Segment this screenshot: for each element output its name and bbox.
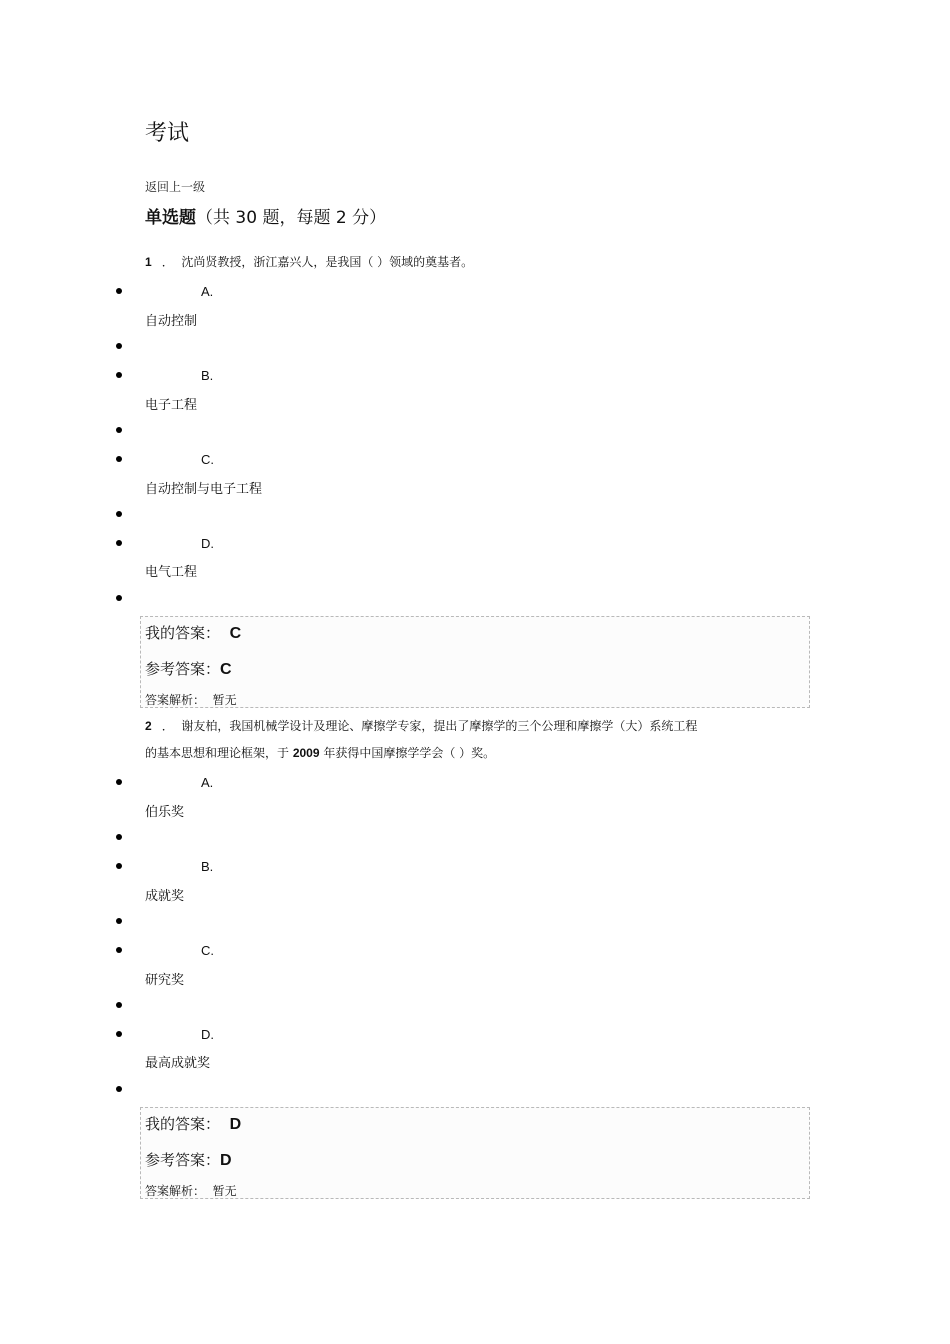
- option-bullet: [116, 540, 122, 546]
- option-d-letter[interactable]: D.: [201, 536, 214, 551]
- explanation-text: 暂无: [212, 1184, 237, 1198]
- reference-answer: [145, 658, 232, 679]
- explanation-text: 暂无: [212, 693, 237, 707]
- page-title: 考试: [145, 121, 190, 146]
- option-a-letter[interactable]: A.: [201, 284, 214, 299]
- option-a-text[interactable]: 伯乐奖: [145, 805, 185, 820]
- answer-explanation: [145, 691, 237, 708]
- option-a-letter[interactable]: A.: [201, 775, 214, 790]
- my-answer-label: 我的答案：: [145, 624, 221, 642]
- question-2-text-cont: [145, 740, 495, 767]
- option-d-letter[interactable]: D.: [201, 1027, 214, 1042]
- option-bullet: [116, 1031, 122, 1037]
- option-bullet: [116, 779, 122, 785]
- option-bullet: [116, 372, 122, 378]
- option-bullet: [116, 834, 122, 840]
- explanation-label: 答案解析：: [145, 693, 206, 707]
- question-stem: 沈尚贤教授，浙江嘉兴人，是我国（ ）领域的奠基者。: [181, 255, 474, 269]
- question-separator: ．: [161, 719, 174, 733]
- option-b-text[interactable]: 电子工程: [145, 398, 198, 413]
- answer-box: [140, 616, 810, 708]
- question-number: 1: [145, 255, 152, 269]
- option-bullet: [116, 427, 122, 433]
- reference-answer: [145, 1149, 232, 1170]
- option-c-text[interactable]: 研究奖: [145, 973, 185, 988]
- section-type: 单选题: [145, 208, 196, 228]
- my-answer-value: D: [229, 1116, 242, 1133]
- question-1-text: [145, 249, 473, 276]
- question-stem-line2a: 的基本思想和理论框架，于: [145, 746, 293, 760]
- section-heading: [145, 203, 386, 228]
- reference-answer-value: C: [220, 661, 232, 678]
- reference-answer-label: 参考答案：: [145, 660, 221, 678]
- option-bullet: [116, 1086, 122, 1092]
- option-d-text[interactable]: 电气工程: [145, 565, 198, 580]
- option-bullet: [116, 918, 122, 924]
- answer-box: [140, 1107, 810, 1199]
- reference-answer-value: D: [220, 1152, 232, 1169]
- answer-explanation: [145, 1182, 237, 1199]
- my-answer: [145, 622, 241, 643]
- option-bullet: [116, 595, 122, 601]
- option-bullet: [116, 947, 122, 953]
- question-number: 2: [145, 719, 152, 733]
- reference-answer-label: 参考答案：: [145, 1151, 221, 1169]
- option-b-letter[interactable]: B.: [201, 368, 214, 383]
- option-b-text[interactable]: 成就奖: [145, 889, 185, 904]
- explanation-label: 答案解析：: [145, 1184, 206, 1198]
- question-year: 2009: [292, 746, 320, 760]
- my-answer-value: C: [229, 625, 242, 642]
- option-bullet: [116, 511, 122, 517]
- option-c-text[interactable]: 自动控制与电子工程: [145, 482, 263, 497]
- option-a-text[interactable]: 自动控制: [145, 314, 198, 329]
- question-2-text: [145, 713, 697, 740]
- my-answer: [145, 1113, 241, 1134]
- option-bullet: [116, 863, 122, 869]
- option-bullet: [116, 456, 122, 462]
- option-d-text[interactable]: 最高成就奖: [145, 1056, 211, 1071]
- question-separator: ．: [161, 255, 174, 269]
- section-info: （共 30 题，每题 2 分）: [196, 208, 387, 228]
- option-bullet: [116, 1002, 122, 1008]
- option-bullet: [116, 343, 122, 349]
- option-c-letter[interactable]: C.: [201, 943, 214, 958]
- my-answer-label: 我的答案：: [145, 1115, 221, 1133]
- back-link[interactable]: 返回上一级: [145, 180, 206, 194]
- option-bullet: [116, 288, 122, 294]
- question-stem-line1: 谢友柏，我国机械学设计及理论、摩擦学专家，提出了摩擦学的三个公理和摩擦学（大）系统工程: [181, 719, 698, 733]
- question-stem-line2b: 年获得中国摩擦学学会（ ）奖。: [319, 746, 496, 760]
- option-b-letter[interactable]: B.: [201, 859, 214, 874]
- option-c-letter[interactable]: C.: [201, 452, 214, 467]
